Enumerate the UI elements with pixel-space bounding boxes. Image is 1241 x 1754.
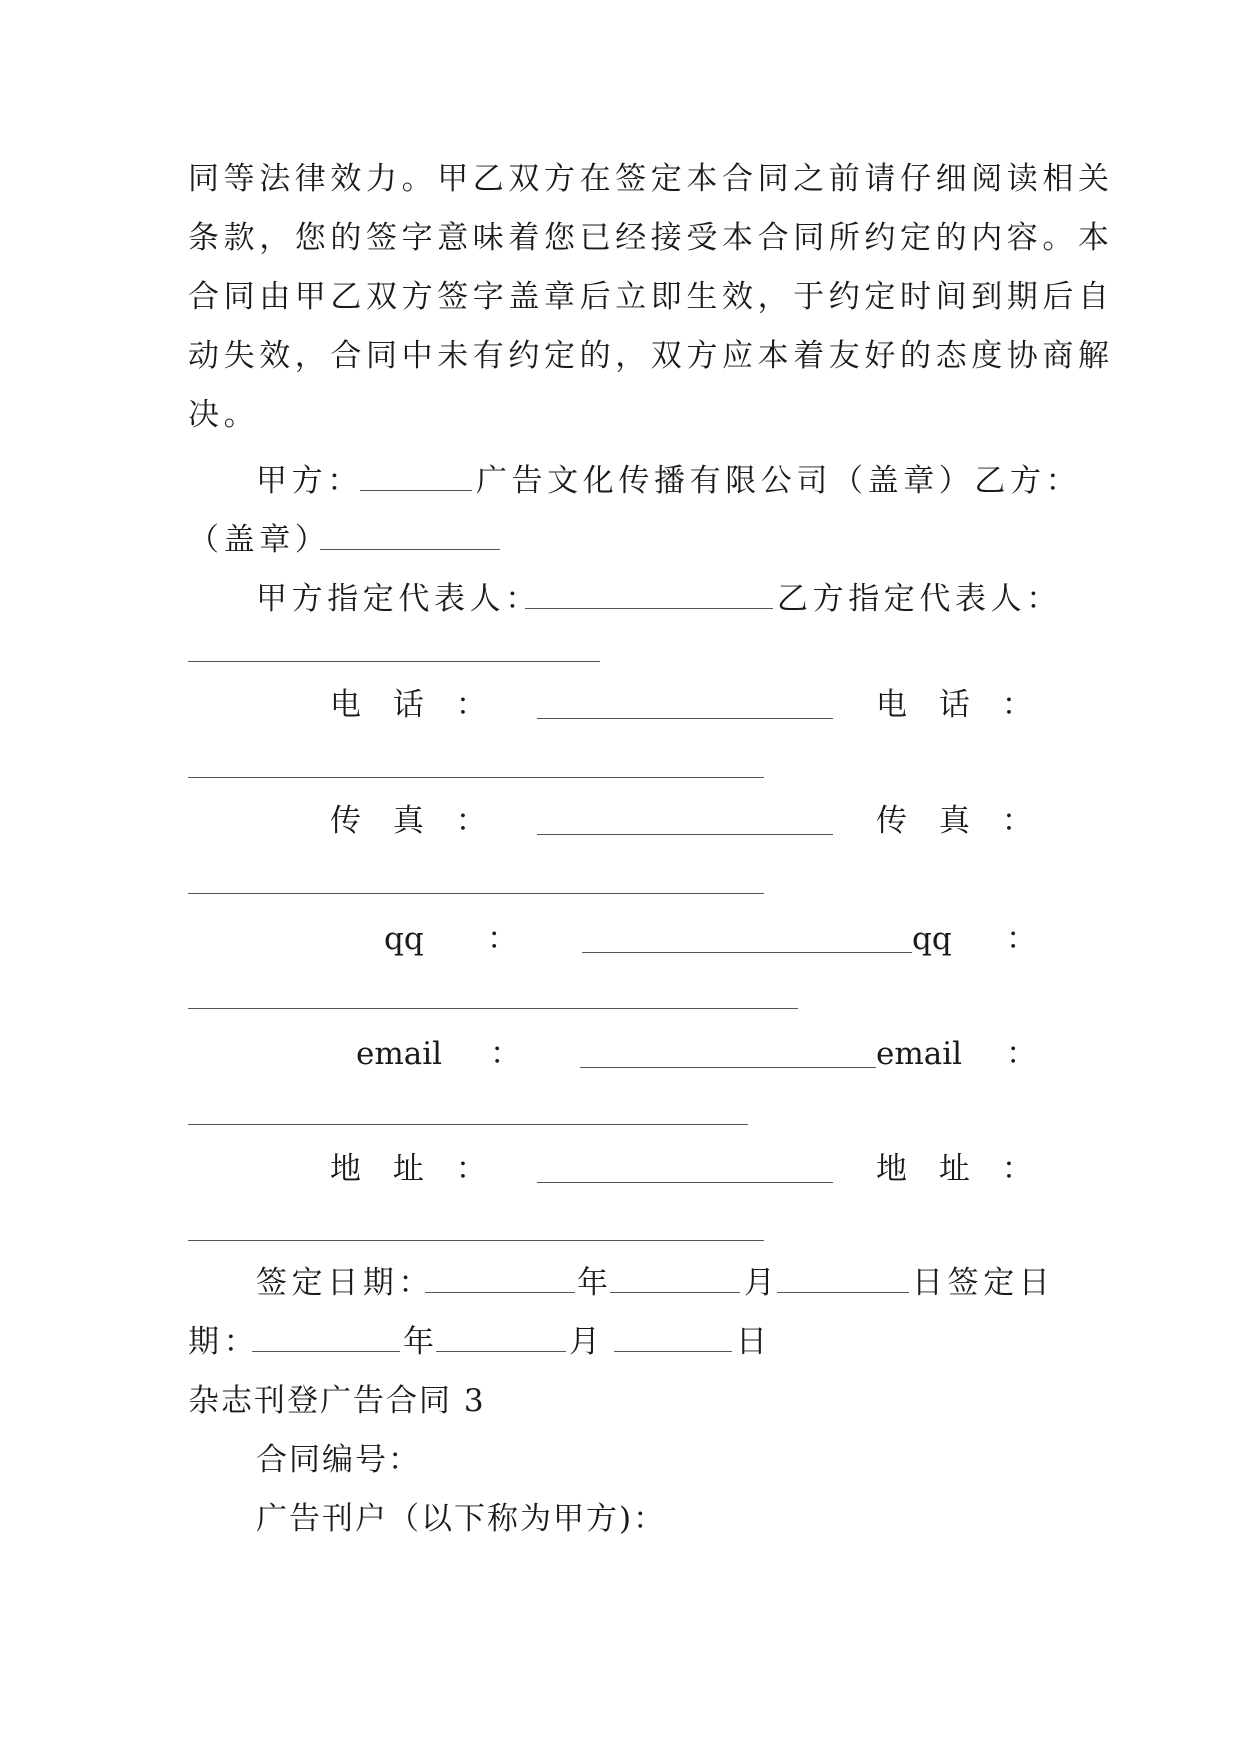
contract-number-label: 合同编号： [256,1442,421,1478]
sign-date-a-year-blank [425,1292,575,1293]
sign-date-b-year: 年 [403,1324,434,1360]
sign-date-a-label: 签定日期： [256,1265,434,1301]
paragraph-line-1: 同等法律效力。甲乙双方在签定本合同之前请仔细阅读相关 [188,161,1114,197]
paragraph-line-5: 决。 [188,397,260,433]
qq-a-blank [582,952,912,953]
party-a-blank [360,490,472,491]
qq-a-label: qq [384,921,424,957]
qq-a-colon: ： [487,921,518,957]
rep-b-blank [188,661,600,662]
party-b-seal: （盖章） [188,522,331,558]
sign-date-b-month-blank [436,1351,566,1352]
sign-date-b-month: 月 [569,1324,600,1360]
sign-date-a-month-blank [610,1292,740,1293]
fax-a-label: 传 真 ： [330,803,487,839]
sign-date-a-year: 年 [577,1265,608,1301]
qq-b-blank [188,1008,798,1009]
sign-date-b-year-blank [252,1351,400,1352]
address-b-blank [188,1240,764,1241]
address-b-label: 地 址 ： [876,1151,1033,1187]
paragraph-line-3: 合同由甲乙双方签字盖章后立即生效，于约定时间到期后自 [188,279,1114,315]
qq-b-label: qq [912,921,952,957]
fax-a-blank [537,834,833,835]
fax-b-label: 传 真 ： [876,803,1033,839]
email-a-label: email [356,1036,443,1072]
paragraph-line-4: 动失效，合同中未有约定的，双方应本着友好的态度协商解 [188,338,1114,374]
phone-b-blank [188,777,764,778]
email-b-colon: ： [1006,1036,1037,1072]
rep-b-label: 乙方指定代表人： [777,581,1062,617]
qq-b-colon: ： [1006,921,1037,957]
email-b-blank [188,1124,748,1125]
sign-date-a-month: 月 [744,1265,775,1301]
section-title: 杂志刊登广告合同 3 [188,1383,486,1419]
address-a-label: 地 址 ： [330,1151,487,1187]
sign-date-b-cont: 期： [188,1324,260,1360]
paragraph-line-2: 条款，您的签字意味着您已经接受本合同所约定的内容。本 [188,220,1114,256]
sign-date-a-day-blank [777,1292,909,1293]
sign-date-b-day: 日 [736,1324,767,1360]
email-b-label: email [876,1036,963,1072]
email-a-colon: ： [490,1036,521,1072]
fax-b-blank [188,893,764,894]
phone-a-blank [537,718,833,719]
sign-date-b-start: 日签定日 [912,1265,1055,1301]
phone-b-label: 电 话 ： [876,687,1033,723]
party-a-label: 甲方： [256,463,363,499]
email-a-blank [580,1067,876,1068]
phone-a-label: 电 话 ： [330,687,487,723]
address-a-blank [537,1182,833,1183]
sign-date-b-day-blank [614,1351,732,1352]
party-a-company: 广告文化传播有限公司（盖章）乙方： [476,463,1082,499]
advertiser-label: 广告刊户（以下称为甲方)： [256,1501,667,1537]
party-b-blank [320,549,500,550]
rep-a-label: 甲方指定代表人： [256,581,541,617]
rep-a-blank [525,608,773,609]
